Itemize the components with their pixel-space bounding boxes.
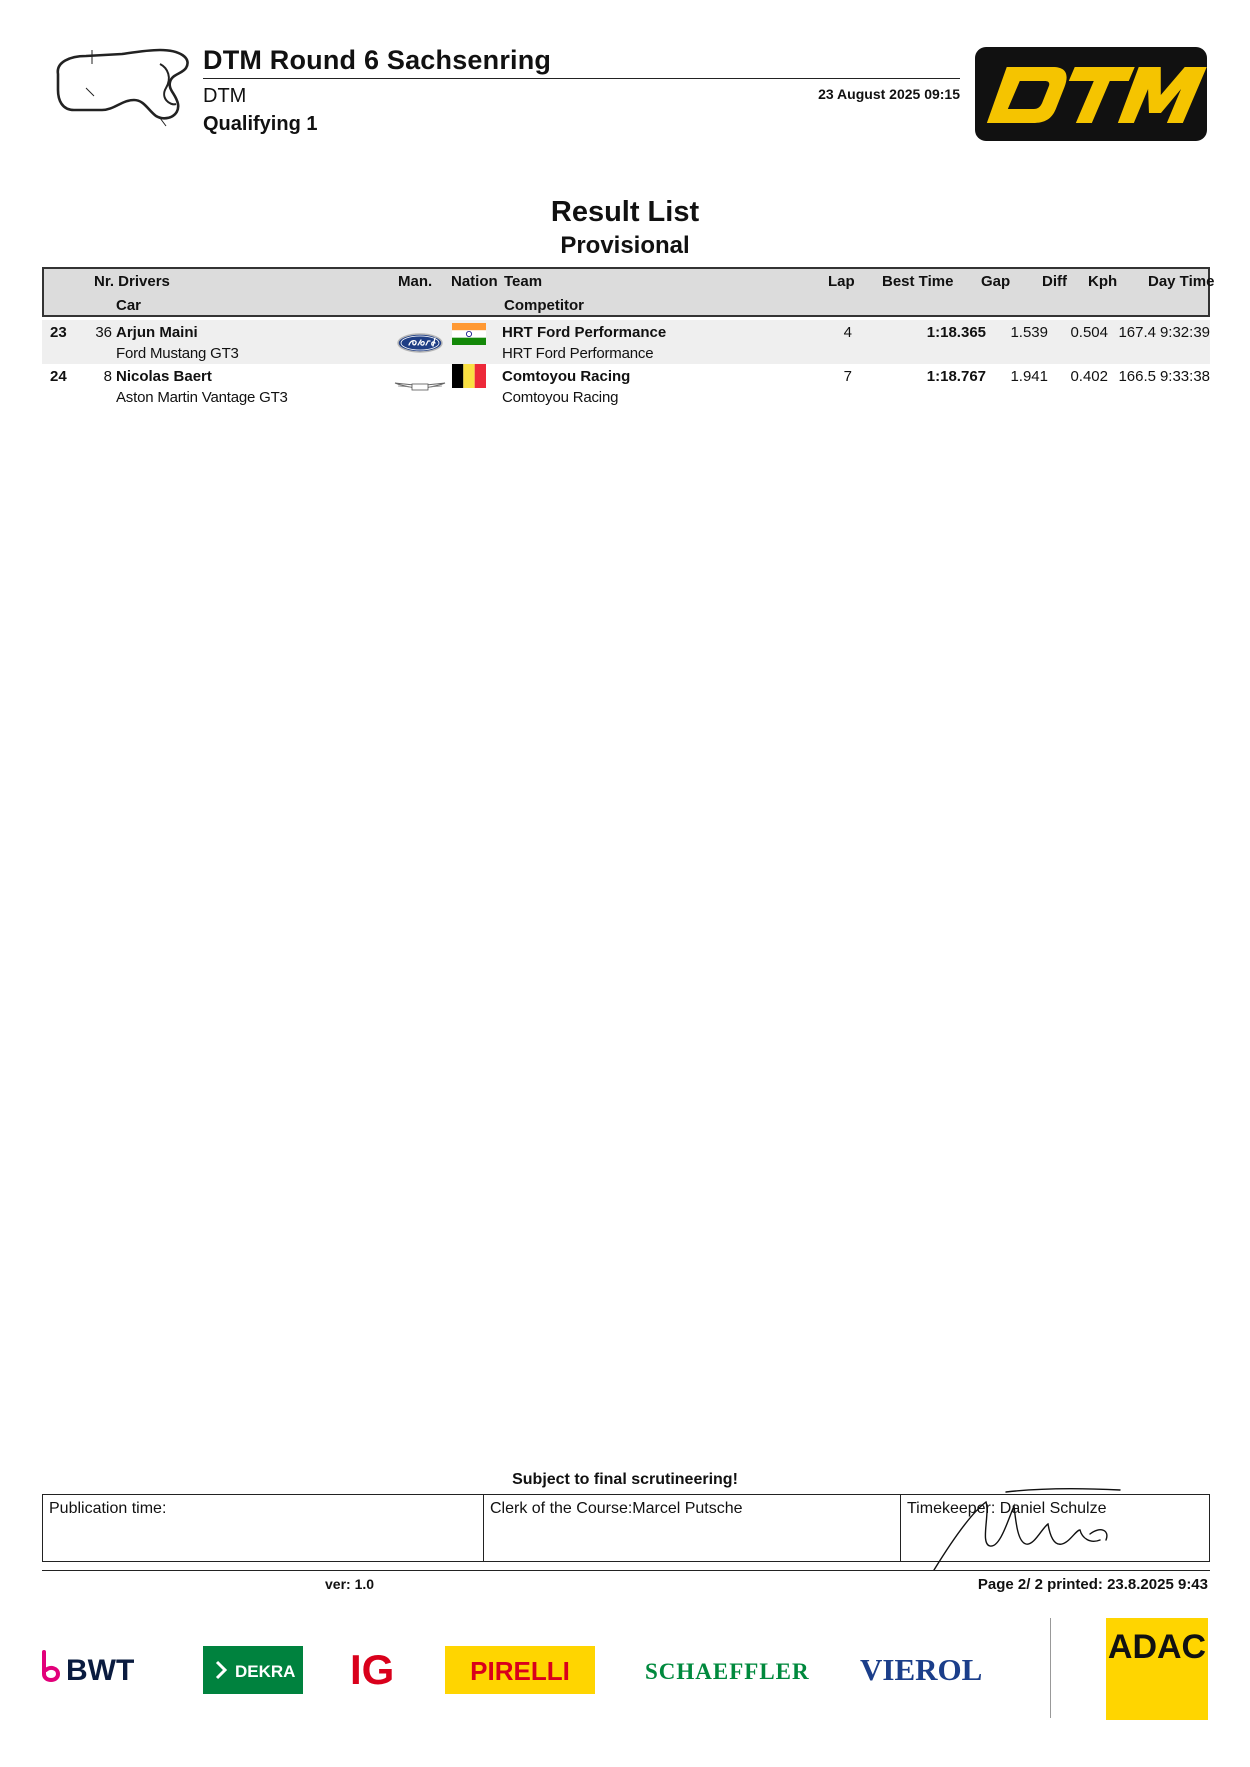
adac-logo-icon (1106, 1618, 1208, 1720)
dtm-logo-mark-icon (975, 47, 1207, 141)
sponsor-adac: ADAC (1107, 1628, 1207, 1666)
bwt-logo (40, 1646, 152, 1691)
sponsor-pirelli: PIRELLI (470, 1656, 570, 1686)
competitor-name: HRT Ford Performance (502, 345, 654, 362)
gap: 1.941 (1010, 368, 1048, 385)
lap-count: 4 (843, 324, 852, 341)
publication-time: Publication time: (49, 1500, 167, 1517)
col-nr-drivers: Nr. Drivers (94, 273, 170, 290)
result-list-title: Result List (550, 196, 700, 228)
footer-divider (42, 1570, 1210, 1571)
table-header (42, 267, 1215, 317)
col-competitor: Competitor (504, 297, 584, 314)
sponsor-ig: IG (350, 1646, 395, 1690)
series-name: DTM (203, 85, 247, 107)
car-number: 36 (95, 324, 112, 341)
vierol-logo (860, 1648, 1010, 1693)
result-list-subtitle: Provisional (560, 232, 690, 259)
col-diff: Diff (1042, 273, 1067, 290)
scrutineering-note: Subject to final scrutineering! (512, 1471, 738, 1488)
sponsor-vierol: VIEROL (860, 1652, 983, 1687)
best-time: 1:18.365 (926, 324, 986, 341)
title-divider (203, 78, 960, 79)
car-model: Aston Martin Vantage GT3 (116, 389, 288, 406)
col-man: Man. (398, 273, 433, 290)
diff: 0.402 (1070, 368, 1108, 385)
india-flag-icon (452, 323, 486, 345)
col-kph: Kph (1088, 273, 1118, 290)
col-best-time: Best Time (882, 273, 954, 290)
adac-logo (1106, 1618, 1208, 1720)
timekeeper-signature-icon (930, 1484, 1150, 1576)
page-title: DTM Round 6 Sachsenring (203, 45, 552, 75)
lap-count: 7 (843, 368, 852, 385)
position: 23 (50, 324, 67, 341)
timekeeper: Timekeeper: Daniel Schulze (907, 1500, 1107, 1517)
schaeffler-logo (645, 1651, 815, 1692)
car-model: Ford Mustang GT3 (116, 345, 239, 362)
sponsor-divider (1050, 1618, 1051, 1718)
ford-logo-icon (397, 332, 443, 354)
session-name: Qualifying 1 (203, 113, 318, 135)
day-time: 9:32:39 (1159, 324, 1210, 341)
belgium-flag-icon (452, 364, 486, 388)
col-lap: Lap (828, 273, 855, 290)
col-car: Car (116, 297, 142, 314)
kph: 167.4 (1118, 324, 1156, 341)
track-map-icon (52, 44, 198, 130)
driver-name: Arjun Maini (116, 324, 198, 341)
ig-logo (350, 1644, 400, 1695)
dtm-logo (975, 47, 1207, 141)
vierol-logo-icon (860, 1648, 1010, 1688)
best-time: 1:18.767 (926, 368, 986, 385)
dekra-logo-icon (203, 1646, 303, 1694)
dekra-logo (203, 1646, 303, 1694)
sponsor-bwt: BWT (66, 1654, 135, 1686)
pirelli-logo (445, 1646, 595, 1694)
version-label: ver: 1.0 (325, 1576, 375, 1592)
sponsor-dekra: DEKRA (235, 1662, 296, 1681)
driver-name: Nicolas Baert (116, 368, 212, 385)
col-team: Team (504, 273, 543, 290)
team-name: HRT Ford Performance (502, 324, 667, 341)
position: 24 (50, 368, 67, 385)
aston-martin-logo-icon (394, 378, 446, 394)
diff: 0.504 (1070, 324, 1108, 341)
page-info: Page 2/ 2 printed: 23.8.2025 9:43 (977, 1576, 1208, 1593)
car-number: 8 (103, 368, 112, 385)
competitor-name: Comtoyou Racing (502, 389, 619, 406)
team-name: Comtoyou Racing (502, 368, 631, 385)
day-time: 9:33:38 (1159, 368, 1210, 385)
bwt-logo-icon (40, 1646, 152, 1686)
sponsor-schaeffler: SCHAEFFLER (645, 1659, 810, 1684)
gap: 1.539 (1010, 324, 1048, 341)
ig-logo-icon (350, 1644, 400, 1690)
session-date: 23 August 2025 09:15 (818, 86, 960, 102)
pirelli-logo-icon (445, 1646, 595, 1694)
table-row (42, 364, 1210, 408)
col-nation: Nation (451, 273, 498, 290)
kph: 166.5 (1118, 368, 1156, 385)
col-gap: Gap (981, 273, 1011, 290)
table-row (42, 320, 1210, 364)
clerk-of-course: Clerk of the Course:Marcel Putsche (490, 1500, 743, 1517)
schaeffler-logo-icon (645, 1651, 815, 1687)
col-day-time: Day Time (1148, 273, 1215, 290)
